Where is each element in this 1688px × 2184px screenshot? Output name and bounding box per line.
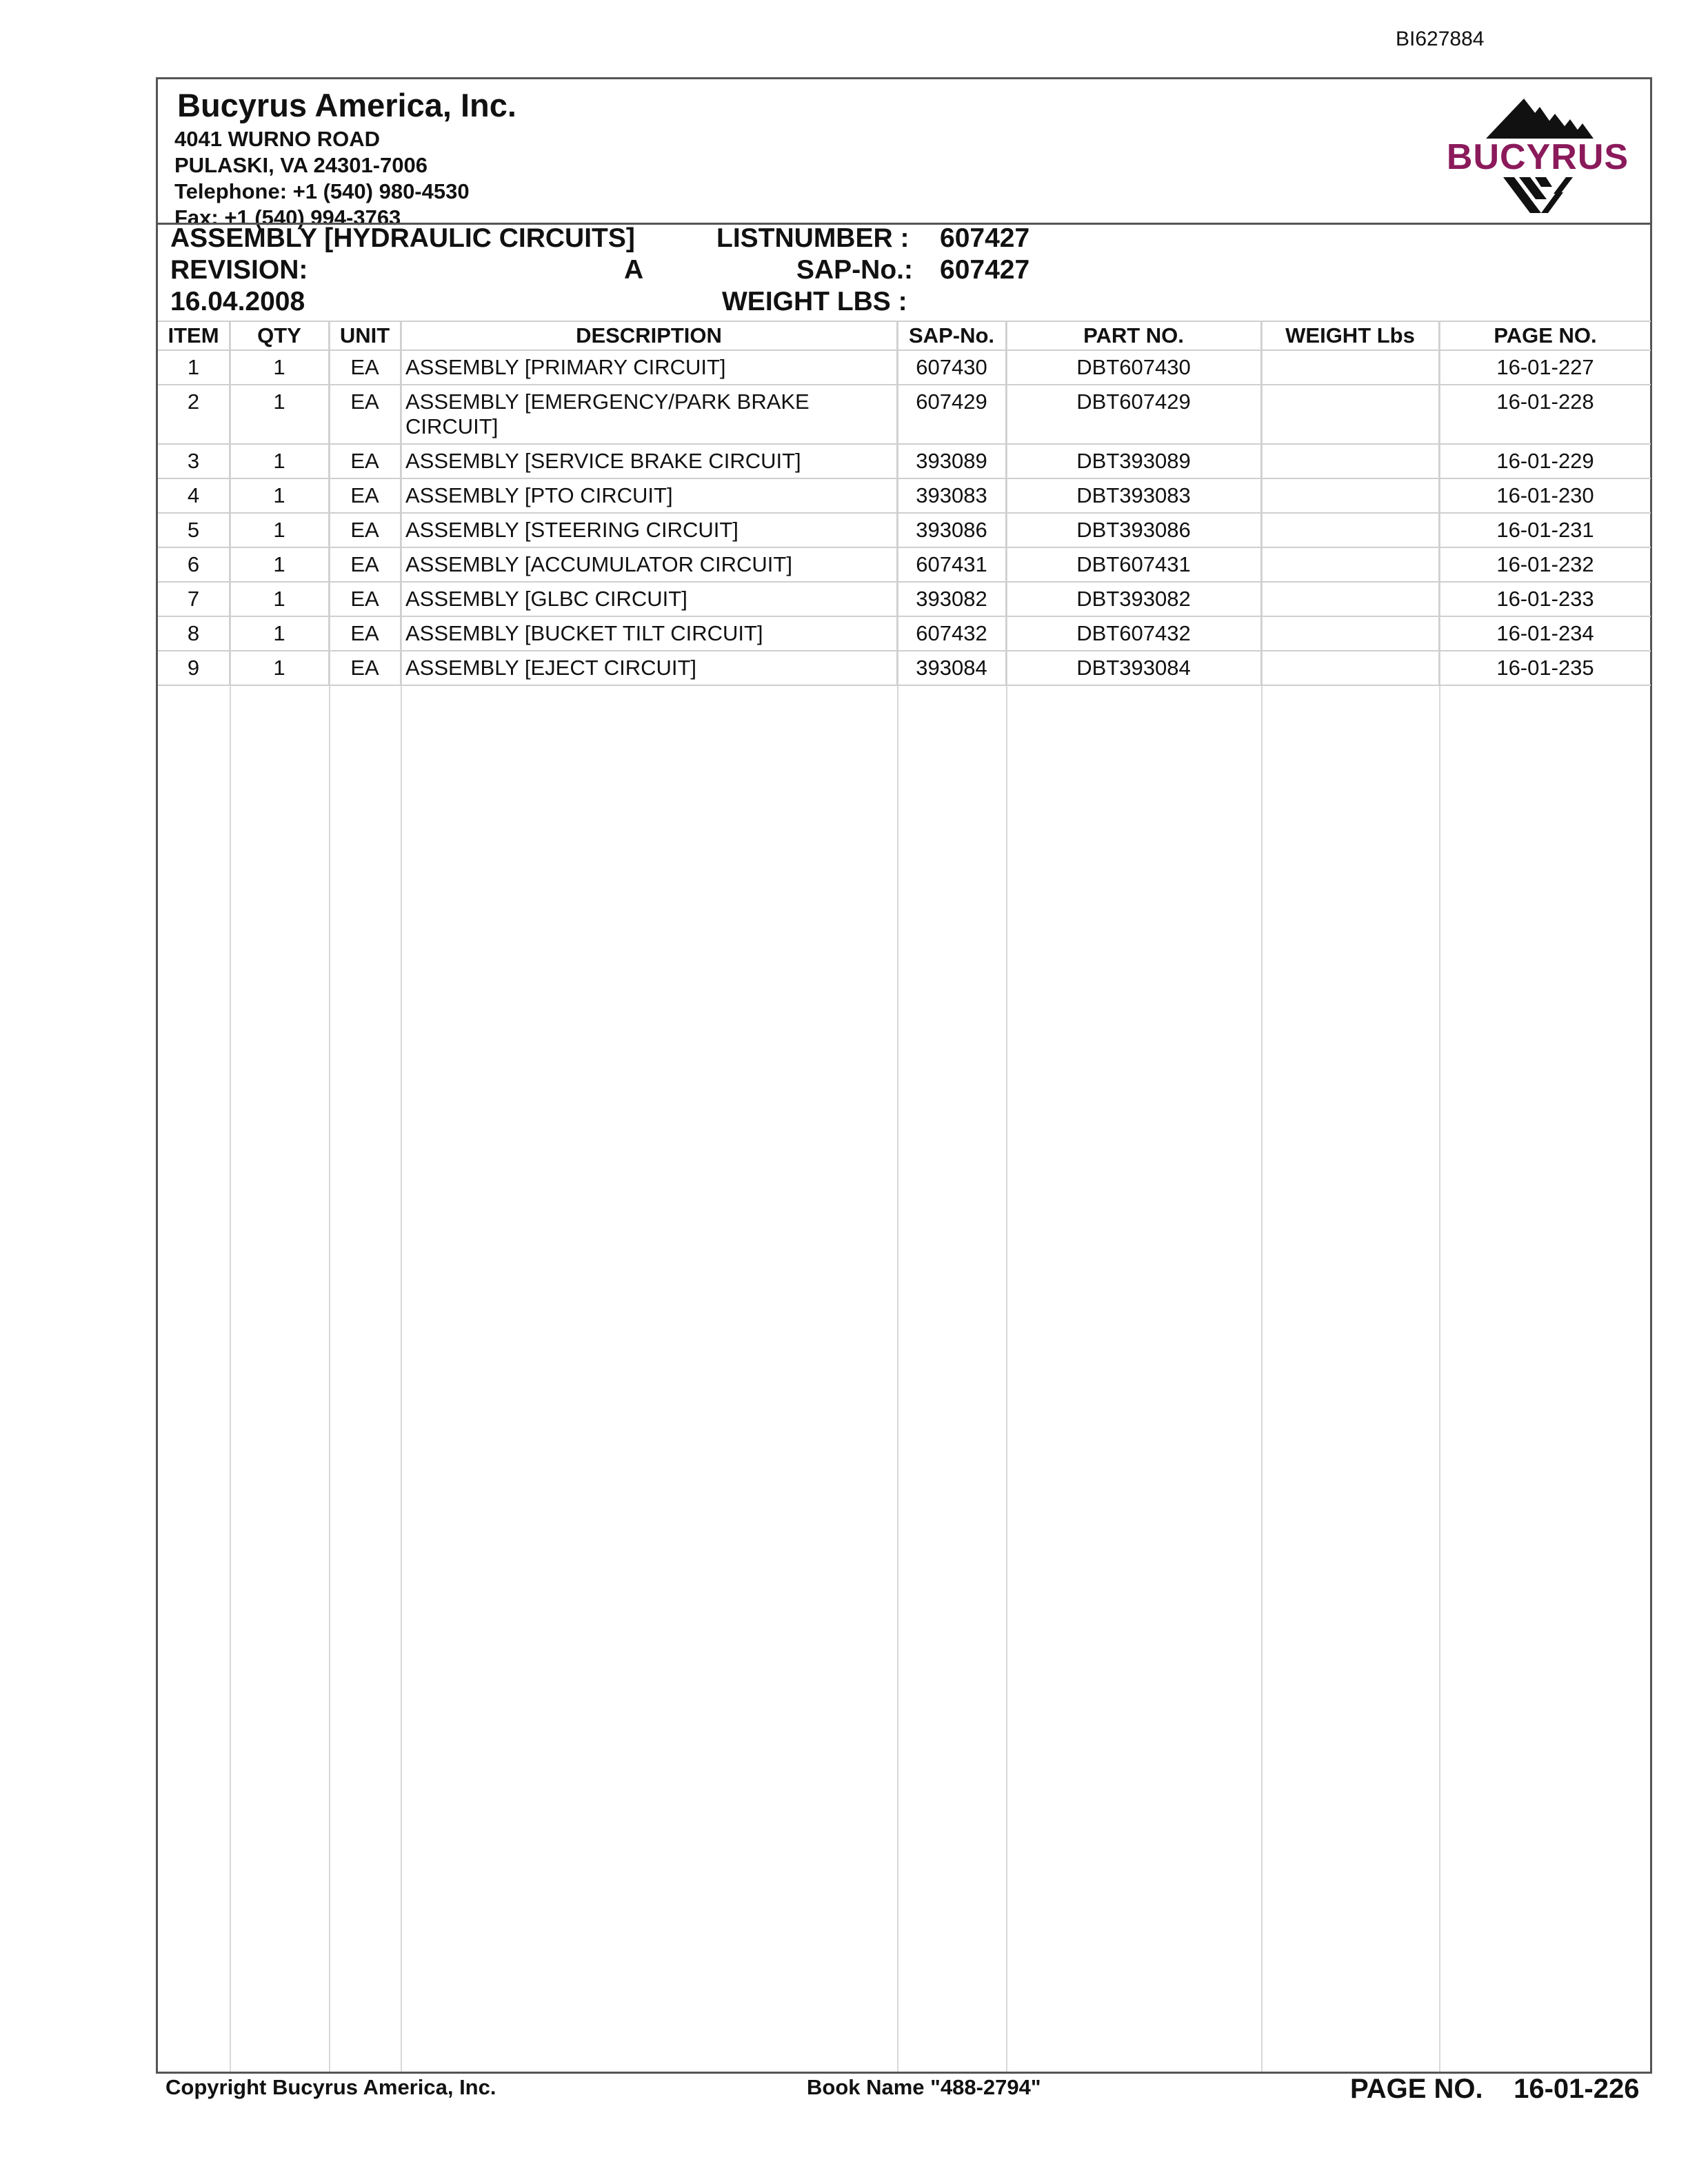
sap-number-value: 607427 <box>940 255 1030 285</box>
weight-cell <box>1261 616 1439 651</box>
bucyrus-logo-icon <box>1438 92 1638 223</box>
column-header-qty: QTY <box>230 321 329 350</box>
table-row <box>158 513 1651 547</box>
part-no-cell: DBT393082 <box>1006 582 1261 616</box>
weight-cell <box>1261 513 1439 547</box>
item-cell: 1 <box>158 350 230 385</box>
column-header-page-no: PAGE NO. <box>1439 321 1651 350</box>
weight-cell <box>1261 547 1439 582</box>
page-no-cell: 16-01-227 <box>1439 350 1651 385</box>
assembly-title: ASSEMBLY [HYDRAULIC CIRCUITS] <box>170 223 635 253</box>
footer-page-number <box>1350 2074 1639 2105</box>
description-cell: ASSEMBLY [PRIMARY CIRCUIT] <box>401 350 897 385</box>
unit-cell: EA <box>329 547 401 582</box>
footer-copyright: Copyright Bucyrus America, Inc. <box>165 2075 496 2099</box>
item-cell: 4 <box>158 478 230 513</box>
description-cell: ASSEMBLY [PTO CIRCUIT] <box>401 478 897 513</box>
description-cell: ASSEMBLY [SERVICE BRAKE CIRCUIT] <box>401 444 897 478</box>
table-row <box>158 350 1651 385</box>
item-cell: 7 <box>158 582 230 616</box>
table-row <box>158 444 1651 478</box>
listnumber-value: 607427 <box>940 223 1030 253</box>
sap-no-cell: 393083 <box>897 478 1006 513</box>
qty-cell: 1 <box>230 651 329 685</box>
company-telephone: Telephone: +1 (540) 980-4530 <box>174 179 470 203</box>
qty-cell: 1 <box>230 616 329 651</box>
part-no-cell: DBT607431 <box>1006 547 1261 582</box>
unit-cell: EA <box>329 513 401 547</box>
qty-cell: 1 <box>230 547 329 582</box>
weight-cell <box>1261 651 1439 685</box>
item-cell: 9 <box>158 651 230 685</box>
page-no-cell: 16-01-228 <box>1439 385 1651 444</box>
table-header-row <box>158 321 1651 350</box>
qty-cell: 1 <box>230 385 329 444</box>
sap-no-cell: 607429 <box>897 385 1006 444</box>
part-no-cell: DBT393084 <box>1006 651 1261 685</box>
qty-cell: 1 <box>230 513 329 547</box>
company-name: Bucyrus America, Inc. <box>177 87 516 123</box>
page-number-value: 16-01-226 <box>1514 2074 1640 2104</box>
page-no-cell: 16-01-230 <box>1439 478 1651 513</box>
item-cell: 6 <box>158 547 230 582</box>
sap-no-cell: 393084 <box>897 651 1006 685</box>
qty-cell: 1 <box>230 478 329 513</box>
column-header-sap-no: SAP-No. <box>897 321 1006 350</box>
part-no-cell: DBT393083 <box>1006 478 1261 513</box>
part-no-cell: DBT607432 <box>1006 616 1261 651</box>
unit-cell: EA <box>329 582 401 616</box>
weight-cell <box>1261 385 1439 444</box>
item-cell: 3 <box>158 444 230 478</box>
column-header-part-no: PART NO. <box>1006 321 1261 350</box>
page-number-label: PAGE NO. <box>1350 2074 1483 2104</box>
weight-cell <box>1261 350 1439 385</box>
footer-book-name: Book Name "488-2794" <box>807 2075 1041 2099</box>
weight-cell <box>1261 444 1439 478</box>
page-no-cell: 16-01-234 <box>1439 616 1651 651</box>
sap-no-cell: 393082 <box>897 582 1006 616</box>
column-header-description: DESCRIPTION <box>401 321 897 350</box>
table-row <box>158 547 1651 582</box>
table-row <box>158 616 1651 651</box>
sap-number-label: SAP-No.: <box>796 255 913 285</box>
unit-cell: EA <box>329 478 401 513</box>
sap-no-cell: 607431 <box>897 547 1006 582</box>
company-block <box>174 85 516 231</box>
unit-cell: EA <box>329 350 401 385</box>
column-header-unit: UNIT <box>329 321 401 350</box>
parts-table <box>158 321 1651 686</box>
table-row <box>158 582 1651 616</box>
description-cell: ASSEMBLY [STEERING CIRCUIT] <box>401 513 897 547</box>
parts-list-frame <box>156 77 1652 2074</box>
page-no-cell: 16-01-232 <box>1439 547 1651 582</box>
column-header-item: ITEM <box>158 321 230 350</box>
page-no-cell: 16-01-233 <box>1439 582 1651 616</box>
description-cell: ASSEMBLY [BUCKET TILT CIRCUIT] <box>401 616 897 651</box>
page-no-cell: 16-01-235 <box>1439 651 1651 685</box>
unit-cell: EA <box>329 616 401 651</box>
assembly-header <box>170 223 1650 318</box>
description-cell: ASSEMBLY [EMERGENCY/PARK BRAKE CIRCUIT] <box>401 385 897 444</box>
table-row <box>158 478 1651 513</box>
description-cell: ASSEMBLY [GLBC CIRCUIT] <box>401 582 897 616</box>
page-no-cell: 16-01-231 <box>1439 513 1651 547</box>
revision-value: A <box>624 255 644 285</box>
part-no-cell: DBT393089 <box>1006 444 1261 478</box>
weight-label: WEIGHT LBS : <box>722 287 907 316</box>
description-cell: ASSEMBLY [EJECT CIRCUIT] <box>401 651 897 685</box>
part-no-cell: DBT393086 <box>1006 513 1261 547</box>
part-no-cell: DBT607430 <box>1006 350 1261 385</box>
item-cell: 8 <box>158 616 230 651</box>
unit-cell: EA <box>329 444 401 478</box>
column-header-weight: WEIGHT Lbs <box>1261 321 1439 350</box>
table-row <box>158 651 1651 685</box>
qty-cell: 1 <box>230 444 329 478</box>
item-cell: 5 <box>158 513 230 547</box>
weight-cell <box>1261 478 1439 513</box>
sap-no-cell: 607432 <box>897 616 1006 651</box>
sap-no-cell: 607430 <box>897 350 1006 385</box>
qty-cell: 1 <box>230 350 329 385</box>
unit-cell: EA <box>329 385 401 444</box>
item-cell: 2 <box>158 385 230 444</box>
listnumber-label: LISTNUMBER : <box>716 223 910 253</box>
company-fax: Fax: +1 (540) 994-3763 <box>174 205 401 230</box>
qty-cell: 1 <box>230 582 329 616</box>
company-address-street: 4041 WURNO ROAD <box>174 127 380 151</box>
page-no-cell: 16-01-229 <box>1439 444 1651 478</box>
table-row <box>158 385 1651 444</box>
document-id: BI627884 <box>1396 28 1485 50</box>
unit-cell: EA <box>329 651 401 685</box>
revision-label: REVISION: <box>170 255 308 285</box>
sap-no-cell: 393086 <box>897 513 1006 547</box>
description-cell: ASSEMBLY [ACCUMULATOR CIRCUIT] <box>401 547 897 582</box>
part-no-cell: DBT607429 <box>1006 385 1261 444</box>
sap-no-cell: 393089 <box>897 444 1006 478</box>
logo-wordmark: BUCYRUS <box>1446 137 1629 177</box>
weight-cell <box>1261 582 1439 616</box>
company-address-city: PULASKI, VA 24301-7006 <box>174 153 428 177</box>
revision-date: 16.04.2008 <box>170 287 305 316</box>
